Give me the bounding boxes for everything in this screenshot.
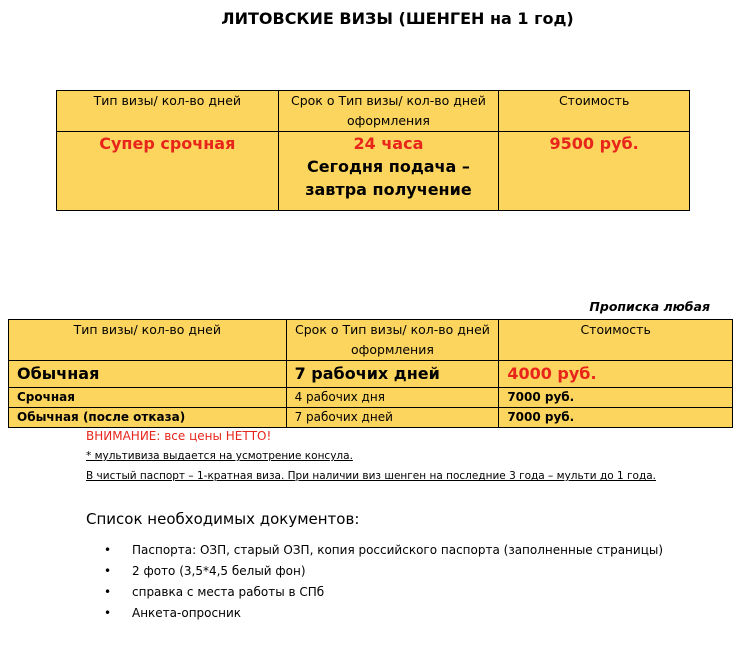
visa-type-cell: Супер срочная (57, 132, 279, 211)
bullet-icon: • (104, 564, 112, 578)
term-cell (278, 132, 499, 211)
table-row (9, 408, 733, 428)
visa-type-cell: Срочная (9, 388, 287, 408)
table-header-row (9, 320, 733, 361)
page-title: ЛИТОВСКИЕ ВИЗЫ (ШЕНГЕН на 1 год) (221, 9, 574, 28)
table-row (9, 361, 733, 388)
header-term: Срок о Тип визы/ кол-во дней оформления (278, 91, 499, 132)
term-note: Сегодня подача – завтра получение (305, 157, 472, 199)
table-header-row (57, 91, 690, 132)
price-cell: 4000 руб. (499, 361, 733, 388)
visa-type-cell: Обычная (9, 361, 287, 388)
list-item-text: Анкета-опросник (132, 606, 241, 620)
price-cell: 9500 руб. (499, 132, 690, 211)
super-urgent-table (56, 90, 690, 211)
net-price-warning: ВНИМАНИЕ: все цены НЕТТО! (86, 429, 272, 443)
regular-visa-table (8, 319, 733, 428)
header-visa-type: Тип визы/ кол-во дней (9, 320, 287, 361)
price-cell: 7000 руб. (499, 388, 733, 408)
price-cell: 7000 руб. (499, 408, 733, 428)
term-cell: 7 рабочих дней (286, 361, 499, 388)
registration-note: Прописка любая (589, 299, 710, 314)
list-item (86, 582, 663, 603)
documents-heading: Список необходимых документов: (86, 510, 360, 528)
list-item-text: 2 фото (3,5*4,5 белый фон) (132, 564, 306, 578)
list-item (86, 603, 663, 624)
bullet-icon: • (104, 585, 112, 599)
list-item (86, 540, 663, 561)
bullet-icon: • (104, 543, 112, 557)
header-price: Стоимость (499, 320, 733, 361)
documents-list (86, 540, 663, 624)
list-item-text: справка с места работы в СПб (132, 585, 325, 599)
table-row (9, 388, 733, 408)
visa-type-cell: Обычная (после отказа) (9, 408, 287, 428)
header-term: Срок о Тип визы/ кол-во дней оформления (286, 320, 499, 361)
term-hours: 24 часа (353, 134, 424, 153)
term-cell: 4 рабочих дня (286, 388, 499, 408)
term-cell: 7 рабочих дней (286, 408, 499, 428)
multivisa-footnote: * мультивиза выдается на усмотрение консула. (86, 450, 353, 462)
passport-footnote: В чистый паспорт – 1-кратная виза. При наличии виз шенген на последние 3 года – мульти до 1 года. (86, 470, 656, 482)
header-price: Стоимость (499, 91, 690, 132)
header-visa-type: Тип визы/ кол-во дней (57, 91, 279, 132)
bullet-icon: • (104, 606, 112, 620)
list-item-text: Паспорта: ОЗП, старый ОЗП, копия российского паспорта (заполненные страницы) (132, 543, 664, 557)
table-row (57, 132, 690, 211)
list-item (86, 561, 663, 582)
